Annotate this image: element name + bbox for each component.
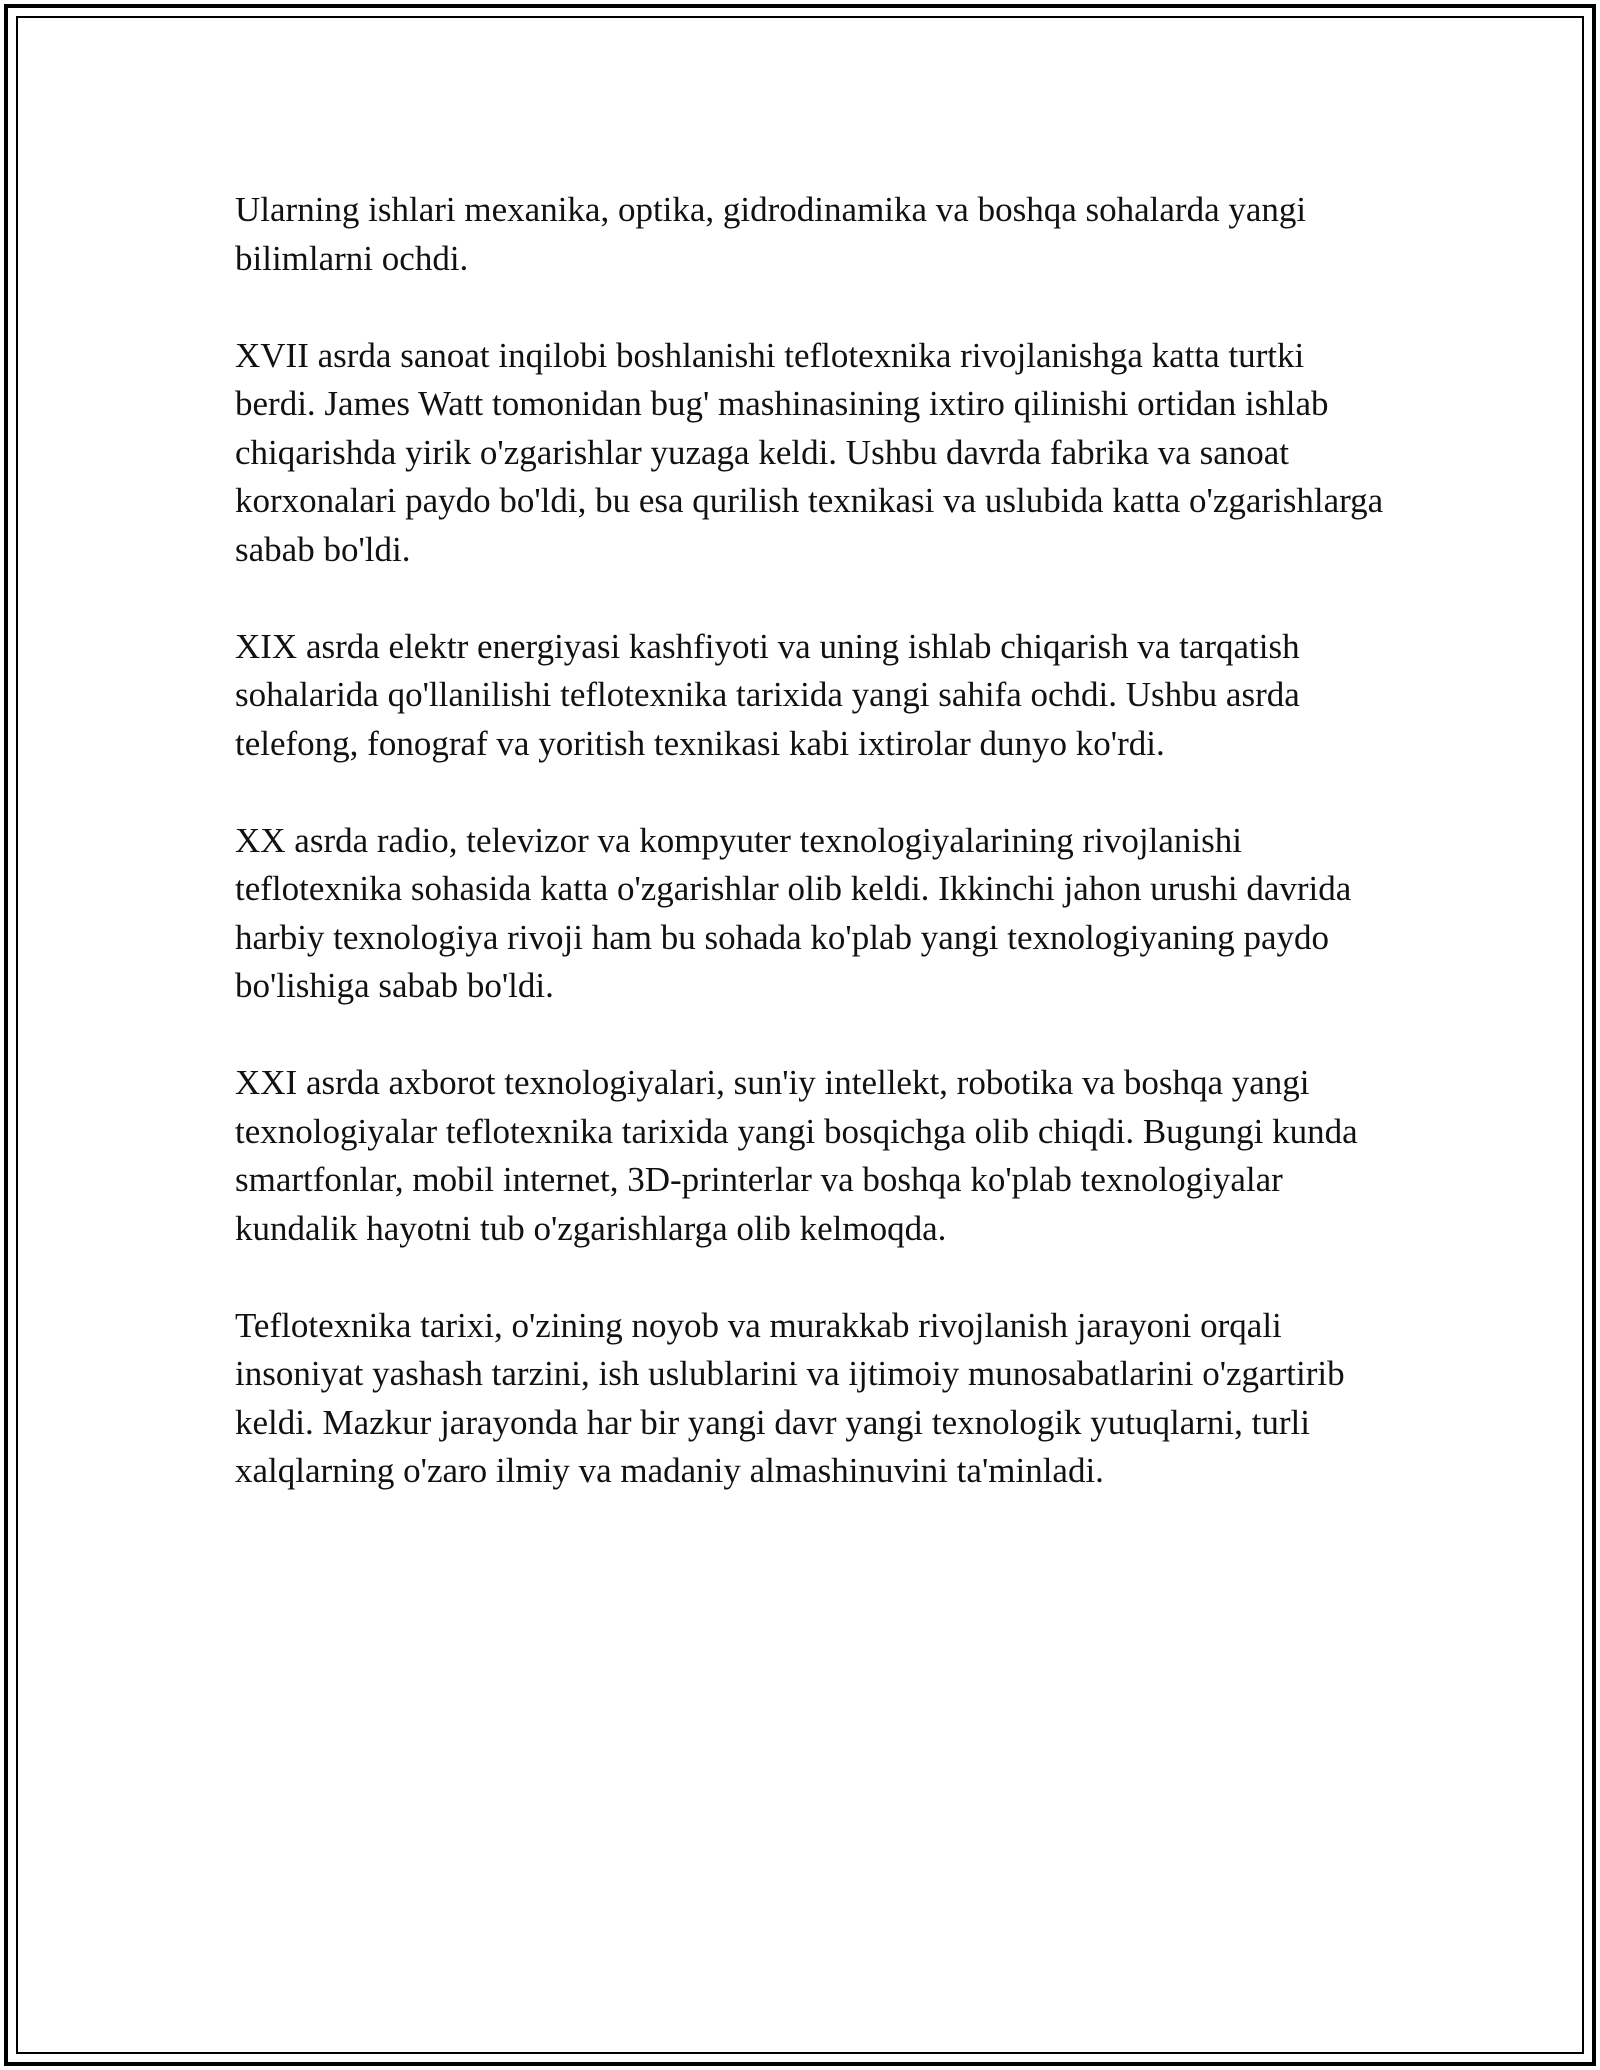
paragraph-4: XX asrda radio, televizor va kompyuter texnologiyalarining rivojlanishi teflotexnika sohasida katta o'zgarishlar olib keldi. Ikkinchi jahon urushi davrida harbiy texnologiya rivoji ham bu sohada ko'plab yangi texnologiyaning paydo bo'lishiga sabab bo'ldi.: [235, 820, 1352, 1005]
document-body: [235, 186, 1385, 1544]
paragraph-1: Ularning ishlari mexanika, optika, gidrodinamika va boshqa sohalarda yangi bilimlarni ochdi.: [235, 190, 1307, 278]
paragraph-3: XIX asrda elektr energiyasi kashfiyoti va uning ishlab chiqarish va tarqatish sohalarida qo'llanilishi teflotexnika tarixida yangi sahifa ochdi. Ushbu asrda telefong, fonograf va yoritish texnikasi kabi ixtirolar dunyo ko'rdi.: [235, 626, 1300, 763]
paragraph-2: XVII asrda sanoat inqilobi boshlanishi teflotexnika rivojlanishga katta turtki berdi. James Watt tomonidan bug' mashinasining ixtiro qilinishi ortidan ishlab chiqarishda yirik o'zgarishlar yuzaga keldi. Ushbu davrda fabrika va sanoat korxonalari paydo bo'ldi, bu esa qurilish texnikasi va uslubida katta o'zgarishlarga sabab bo'ldi.: [235, 335, 1384, 569]
paragraph-6: Teflotexnika tarixi, o'zining noyob va murakkab rivojlanish jarayoni orqali insoniyat yashash tarzini, ish uslublarini va ijtimoiy munosabatlarini o'zgartirib keldi. Mazkur jarayonda har bir yangi davr yangi texnologik yutuqlarni, turli xalqlarning o'zaro ilmiy va madaniy almashinuvini ta'minladi.: [235, 1305, 1345, 1490]
paragraph-5: XXI asrda axborot texnologiyalari, sun'iy intellekt, robotika va boshqa yangi texnologiyalar teflotexnika tarixida yangi bosqichga olib chiqdi. Bugungi kunda smartfonlar, mobil internet, 3D-printerlar va boshqa ko'plab texnologiyalar kundalik hayotni tub o'zgarishlarga olib kelmoqda.: [235, 1063, 1358, 1248]
